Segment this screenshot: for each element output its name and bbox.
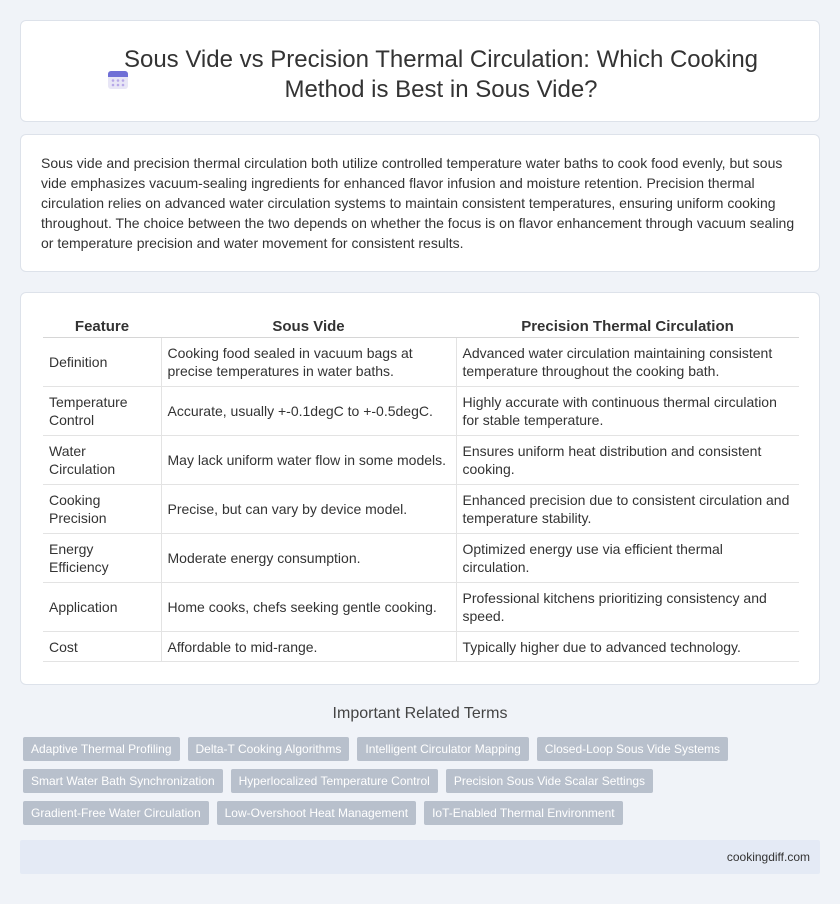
ptc-cell: Ensures uniform heat distribution and consistent cooking. <box>456 436 799 485</box>
sous-vide-cell: May lack uniform water flow in some models. <box>161 436 456 485</box>
intro-text: Sous vide and precision thermal circulation both utilize controlled temperature water baths to cook food evenly, but sous vide emphasizes vacuum-sealing ingredients for enhanced flavor infusion and moisture retention. Precision thermal circulation relies on advanced water circulation systems to maintain consistent temperatures, ensuring uniform cooking throughout. The choice between the two depends on whether the focus is on flavor enhancement through vacuum sealing or temperature precision and water movement for consistent results. <box>41 155 795 251</box>
tag-row <box>23 801 823 825</box>
related-term-tag[interactable]: Gradient-Free Water Circulation <box>23 801 209 825</box>
sous-vide-cell: Affordable to mid-range. <box>161 632 456 662</box>
comparison-table-card <box>20 292 820 685</box>
table-row <box>43 338 799 387</box>
feature-cell: Water Circulation <box>43 436 161 485</box>
table-header-row <box>43 315 799 338</box>
table-row <box>43 632 799 662</box>
related-terms-title: Important Related Terms <box>332 705 508 722</box>
feature-cell: Cost <box>43 632 161 662</box>
related-term-tag[interactable]: Precision Sous Vide Scalar Settings <box>446 769 653 793</box>
related-term-tag[interactable]: Hyperlocalized Temperature Control <box>231 769 438 793</box>
sous-vide-cell: Precise, but can vary by device model. <box>161 485 456 534</box>
intro-card <box>20 134 820 272</box>
related-term-tag[interactable]: Adaptive Thermal Profiling <box>23 737 180 761</box>
related-term-tag[interactable]: Low-Overshoot Heat Management <box>217 801 416 825</box>
related-term-tag[interactable]: IoT-Enabled Thermal Environment <box>424 801 623 825</box>
related-term-tag[interactable]: Closed-Loop Sous Vide Systems <box>537 737 728 761</box>
tag-row <box>23 737 823 761</box>
column-header-precision-thermal-circulation: Precision Thermal Circulation <box>456 315 799 338</box>
feature-cell: Application <box>43 583 161 632</box>
table-row <box>43 387 799 436</box>
ptc-cell: Advanced water circulation maintaining consistent temperature throughout the cooking bath. <box>456 338 799 387</box>
table-row <box>43 583 799 632</box>
column-header-feature: Feature <box>43 315 161 338</box>
ptc-cell: Optimized energy use via efficient thermal circulation. <box>456 534 799 583</box>
page-title: Sous Vide vs Precision Thermal Circulation: Which Cooking Method is Best in Sous Vide? <box>123 46 759 103</box>
tag-row <box>23 769 823 793</box>
feature-cell: Energy Efficiency <box>43 534 161 583</box>
sous-vide-cell: Cooking food sealed in vacuum bags at precise temperatures in water baths. <box>161 338 456 387</box>
ptc-cell: Enhanced precision due to consistent circulation and temperature stability. <box>456 485 799 534</box>
ptc-cell: Highly accurate with continuous thermal circulation for stable temperature. <box>456 387 799 436</box>
feature-cell: Definition <box>43 338 161 387</box>
footer <box>20 840 820 874</box>
sous-vide-cell: Accurate, usually +-0.1degC to +-0.5degC. <box>161 387 456 436</box>
column-header-sous-vide: Sous Vide <box>161 315 456 338</box>
related-term-tag[interactable]: Intelligent Circulator Mapping <box>357 737 528 761</box>
feature-cell: Cooking Precision <box>43 485 161 534</box>
related-terms-list <box>23 737 823 833</box>
sous-vide-cell: Home cooks, chefs seeking gentle cooking. <box>161 583 456 632</box>
footer-site-link[interactable]: cookingdiff.com <box>726 850 810 864</box>
table-row <box>43 485 799 534</box>
sous-vide-cell: Moderate energy consumption. <box>161 534 456 583</box>
ptc-cell: Typically higher due to advanced technology. <box>456 632 799 662</box>
table-row <box>43 436 799 485</box>
related-term-tag[interactable]: Smart Water Bath Synchronization <box>23 769 223 793</box>
ptc-cell: Professional kitchens prioritizing consistency and speed. <box>456 583 799 632</box>
table-row <box>43 534 799 583</box>
title-card <box>20 20 820 122</box>
feature-cell: Temperature Control <box>43 387 161 436</box>
comparison-table <box>43 315 799 662</box>
related-term-tag[interactable]: Delta-T Cooking Algorithms <box>188 737 350 761</box>
